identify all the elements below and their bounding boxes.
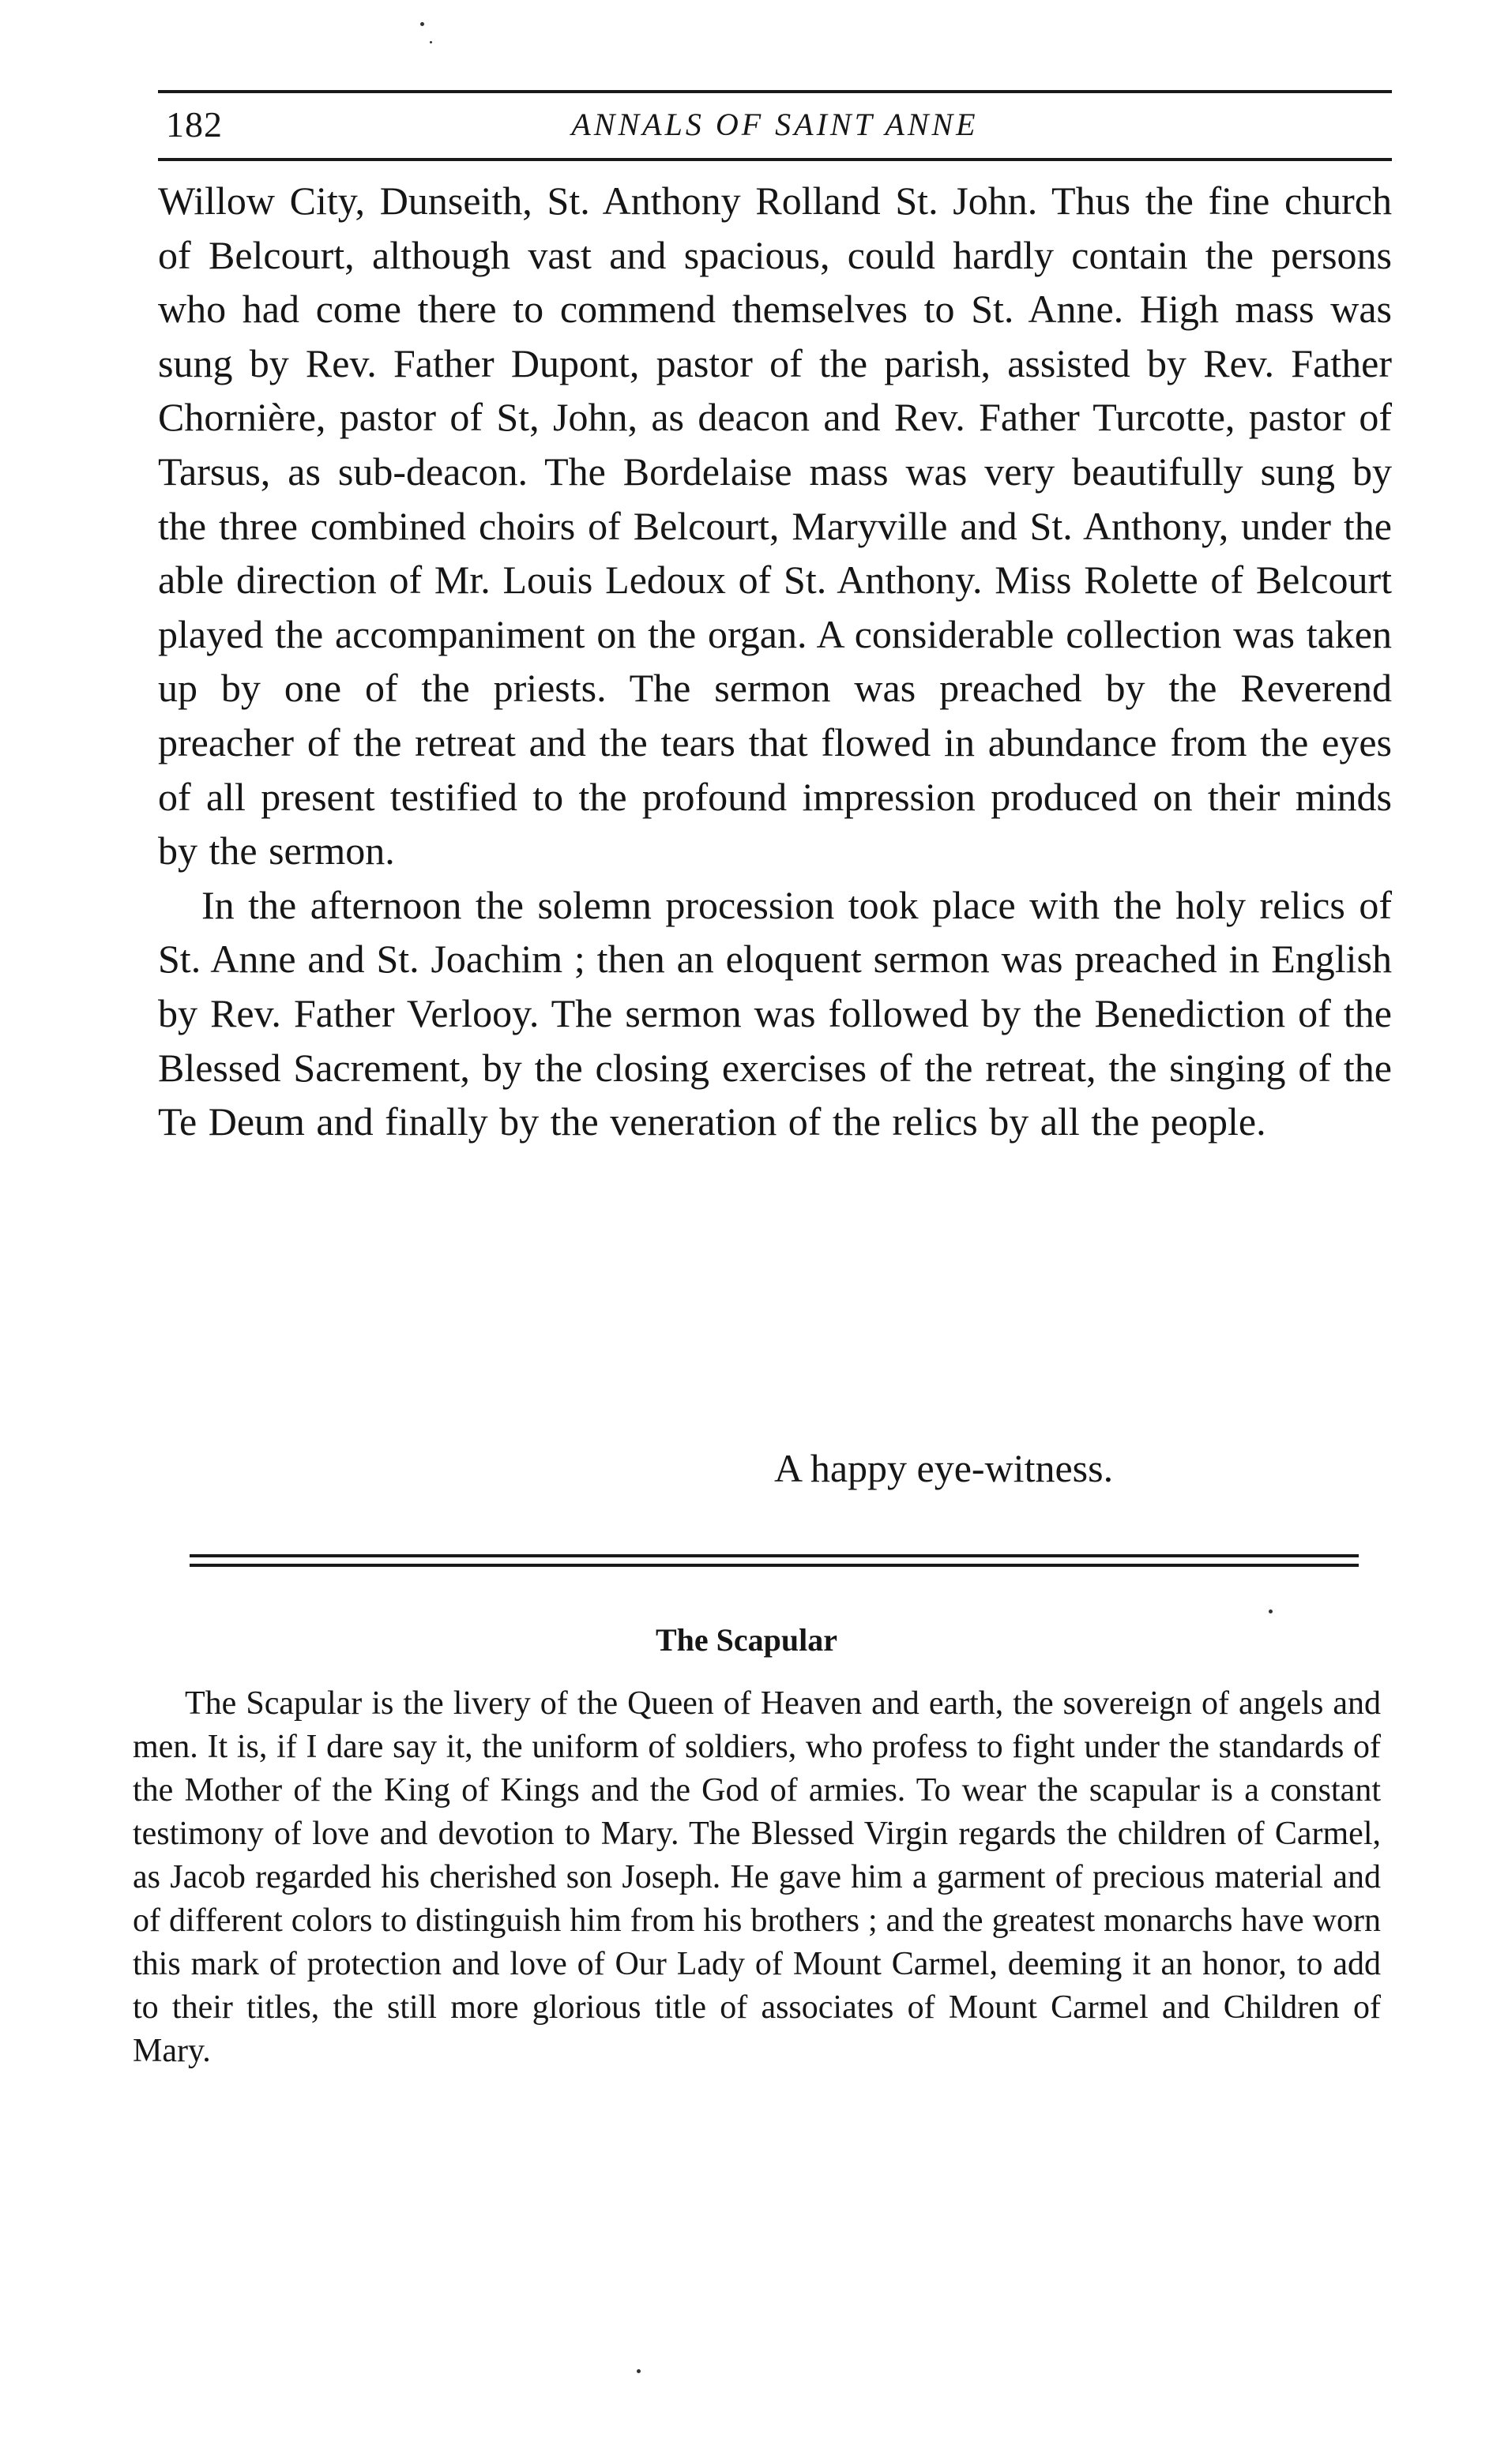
letter-signature: A happy eye-witness. <box>774 1446 1114 1490</box>
letter-paragraph: Willow City, Dunseith, St. Anthony Rolland St. John. Thus the fine church of Belcourt, although vast and spacious, could hardly contain the persons who had come there to commend themselves to St. Anne. High mass was sung by Rev. Father Dupont, pastor of the parish, assisted by Rev. Father Chornière, pastor of St, John, as deacon and Rev. Father Turcotte, pastor of Tarsus, as sub-deacon. The Bordelaise mass was very beautifully sung by the three combined choirs of Belcourt, Maryville and St. Anthony, under the able direction of Mr. Louis Ledoux of St. Anthony. Miss Rolette of Belcourt played the accompaniment on the organ. A considerable collection was taken up by one of the priests. The sermon was preached by the Reverend preacher of the retreat and the tears that flowed in abundance from the eyes of all present testified to the profound impression produced on their minds by the sermon. <box>158 178 1392 873</box>
article-paragraph: The Scapular is the livery of the Queen of Heaven and earth, the sovereign of angels and men. It is, if I dare say it, the uniform of soldiers, who profess to fight under the standards of the Mother of the King of Kings and the God of armies. To wear the scapular is a constant testimony of love and devotion to Mary. The Blessed Virgin regards the children of Carmel, as Jacob regarded his cherished son Joseph. He gave him a garment of precious material and of different colors to distinguish him from his brothers ; and the greatest monarchs have worn this mark of protection and love of Our Lady of Mount Carmel, deeming it an honor, to add to their titles, the still more glorious title of associates of Mount Carmel and Children of Mary. <box>133 1685 1381 2069</box>
header-top-rule <box>158 90 1392 93</box>
article-body <box>133 1682 1381 2073</box>
running-header <box>158 101 1392 148</box>
section-divider-rule <box>190 1554 1359 1557</box>
print-speck <box>420 22 424 26</box>
header-bottom-rule <box>158 158 1392 161</box>
print-speck <box>637 2369 641 2373</box>
print-speck <box>1269 1609 1273 1613</box>
letter-body <box>158 174 1392 1149</box>
article-title: The Scapular <box>655 1622 838 1658</box>
page-number: 182 <box>166 104 223 145</box>
print-speck <box>430 41 432 43</box>
section-divider-rule <box>190 1564 1359 1567</box>
letter-paragraph: In the afternoon the solemn procession took place with the holy relics of St. Anne and St. Joachim ; then an eloquent sermon was preached in English by Rev. Father Verlooy. The sermon was followed by the Benediction of the Blessed Sacrement, by the closing exercises of the retreat, the singing of the Te Deum and finally by the veneration of the relics by all the people. <box>158 882 1392 1144</box>
running-title: ANNALS OF SAINT ANNE <box>571 107 979 142</box>
